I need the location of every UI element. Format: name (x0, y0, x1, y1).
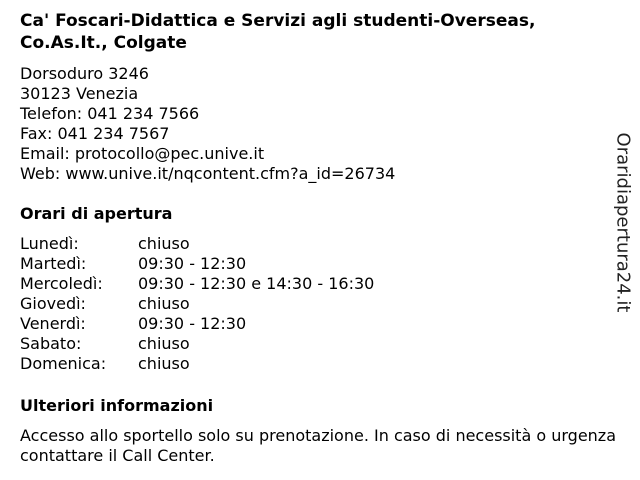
day-label: Mercoledì: (20, 274, 103, 293)
opening-hours-table (20, 234, 374, 374)
day-label: Sabato: (20, 334, 82, 353)
day-label: Lunedì: (20, 234, 79, 253)
day-label: Venerdì: (20, 314, 86, 333)
hours-row (20, 314, 374, 334)
hours-row (20, 274, 374, 294)
hours-value: 09:30 - 12:30 (138, 314, 247, 333)
hours-value: chiuso (138, 334, 190, 353)
info-heading: Ulteriori informazioni (20, 396, 214, 415)
day-label: Giovedì: (20, 294, 86, 313)
email: Email: protocollo@pec.unive.it (20, 144, 265, 163)
site-watermark (612, 134, 634, 310)
hours-row (20, 294, 374, 314)
hours-row (20, 334, 374, 354)
phone: Telefon: 041 234 7566 (20, 104, 200, 123)
day-label: Martedì: (20, 254, 87, 273)
hours-value: chiuso (138, 294, 190, 313)
city: 30123 Venezia (20, 84, 139, 103)
hours-row (20, 234, 374, 254)
hours-row (20, 354, 374, 374)
day-label: Domenica: (20, 354, 107, 373)
hours-row (20, 254, 374, 274)
hours-heading: Orari di apertura (20, 204, 173, 223)
info-text: Accesso allo sportello solo su prenotazione. In caso di necessità o urgenza contattare il Call Center. (20, 426, 616, 465)
hours-value: 09:30 - 12:30 (138, 254, 247, 273)
street: Dorsoduro 3246 (20, 64, 149, 83)
website: Web: www.unive.it/nqcontent.cfm?a_id=26734 (20, 164, 396, 183)
office-title: Ca' Foscari-Didattica e Servizi agli studenti-Overseas, Co.As.It., Colgate (20, 11, 536, 53)
site-watermark-text: Oraridiapertura24.it (612, 132, 634, 312)
hours-value: chiuso (138, 234, 190, 253)
hours-value: chiuso (138, 354, 190, 373)
fax: Fax: 041 234 7567 (20, 124, 170, 143)
hours-value: 09:30 - 12:30 e 14:30 - 16:30 (138, 274, 375, 293)
address-block (20, 64, 395, 184)
